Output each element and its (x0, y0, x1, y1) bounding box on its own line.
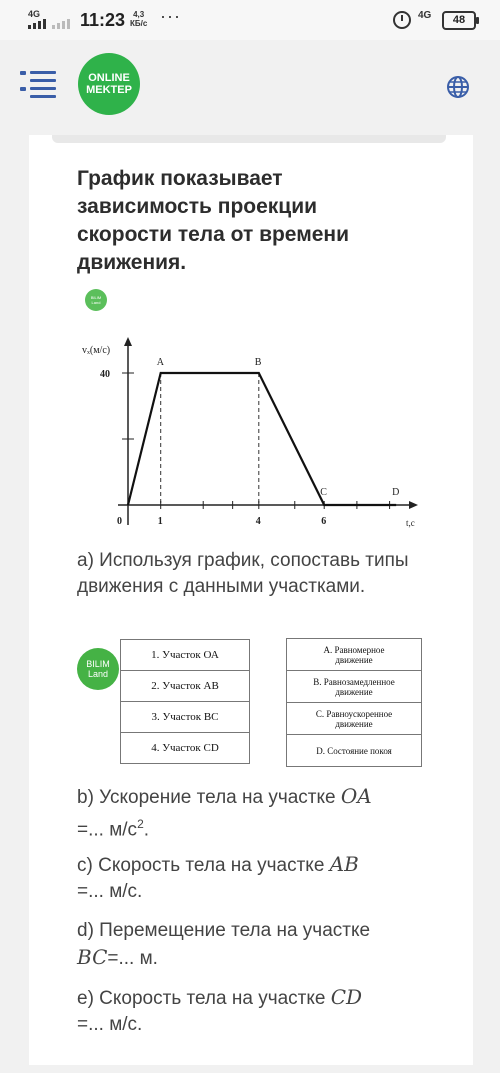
segment-cd[interactable]: 4. Участок CD (121, 733, 250, 764)
task-b-variable: OA (340, 784, 372, 808)
badge-small-line2: Land (91, 300, 101, 305)
x-axis-label: t,с (406, 518, 415, 528)
table-row (287, 639, 422, 671)
task-c-suffix: =... м/с. (77, 881, 143, 902)
task-e-text (77, 984, 427, 1038)
bilimland-badge-large (77, 648, 119, 690)
task-c-variable: AB (329, 852, 359, 876)
signal-type: 4G (28, 9, 41, 19)
y-tick-label-40: 40 (100, 369, 110, 380)
table-row (287, 703, 422, 735)
x-tick-label-4: 4 (255, 516, 261, 527)
task-e-prefix: е) Скорость тела на участке (77, 988, 331, 1009)
task-e-variable: CD (330, 985, 363, 1009)
task-c-prefix: с) Скорость тела на участке (77, 855, 330, 876)
motion-type-a-line1: А. Равномерное (323, 644, 385, 655)
point-label-a: A (156, 357, 164, 368)
table-row (121, 671, 250, 702)
motion-type-a[interactable] (287, 639, 422, 671)
task-e-suffix: =... м/с. (77, 1014, 143, 1035)
point-label-d: D (392, 487, 400, 498)
motion-type-c[interactable] (287, 703, 422, 735)
globe-icon[interactable] (446, 75, 470, 99)
task-d-text (77, 918, 427, 972)
online-mektep-logo[interactable] (78, 53, 140, 115)
motion-type-b-line1: В. Равнозамедленное (313, 676, 395, 687)
badge-large-line1: BILIM (86, 659, 110, 669)
velocity-line (128, 373, 396, 505)
task-d-suffix: =... м. (107, 948, 158, 969)
point-label-b: B (254, 357, 262, 368)
task-b-end: . (143, 819, 150, 841)
app-header (0, 40, 500, 135)
motion-types-table (286, 638, 422, 767)
card-divider (52, 135, 446, 143)
table-row (121, 702, 250, 733)
status-bar (0, 0, 500, 40)
badge-small-line1: BILIM (90, 295, 102, 300)
task-b-suffix: =... м/с (77, 819, 138, 841)
x-tick-label-0: 0 (117, 516, 122, 527)
segment-oa[interactable]: 1. Участок ОА (121, 640, 250, 671)
menu-icon[interactable] (20, 68, 56, 102)
speed-value: 4,3 (133, 10, 145, 19)
point-label-c: C (320, 487, 327, 498)
motion-type-c-line1: С. Равноускоренное (315, 708, 393, 719)
table-row (121, 733, 250, 764)
chart-layer (100, 357, 399, 527)
segment-ab[interactable]: 2. Участок АВ (121, 671, 250, 702)
network-type: 4G (418, 10, 432, 21)
clock: 11:23 (80, 10, 126, 30)
motion-type-b[interactable] (287, 671, 422, 703)
table-row (287, 735, 422, 767)
y-axis-label: vₓ(м/с) (82, 345, 111, 356)
segments-table (120, 639, 250, 764)
task-b-prefix: b) Ускорение тела на участке (77, 787, 341, 808)
task-b-exponent: 2 (137, 817, 144, 831)
more-notifications-icon: ··· (160, 6, 181, 26)
badge-large-line2: Land (87, 669, 109, 679)
x-tick-label-1: 1 (157, 516, 163, 527)
question-title: График показывает зависимость проекции скорости тела от времени движения. (77, 167, 350, 274)
motion-type-a-line2: движение (335, 654, 373, 665)
battery-icon: 48 (442, 11, 476, 30)
network-speed (130, 10, 147, 28)
signal-icon (28, 19, 46, 29)
signal-icon-2 (52, 19, 70, 29)
task-b-text (77, 783, 427, 843)
alarm-icon (393, 11, 411, 29)
logo-line1: ONLINE (88, 72, 130, 84)
speed-unit: КБ/с (130, 19, 148, 28)
table-row (287, 671, 422, 703)
logo-line2: MEKTEP (86, 84, 132, 96)
segment-bc[interactable]: 3. Участок ВС (121, 702, 250, 733)
bilimland-badge-small (85, 289, 107, 311)
motion-type-d[interactable] (287, 735, 422, 767)
x-tick-label-6: 6 (321, 516, 327, 527)
task-d-variable: BC (77, 945, 108, 969)
task-c-text (77, 851, 427, 905)
task-d-prefix: d) Перемещение тела на участке (77, 920, 371, 941)
motion-type-c-line2: движение (335, 718, 373, 729)
motion-type-d-line1: D. Состояние покоя (316, 745, 392, 756)
task-a-text: а) Используя график, сопоставь типы движения с данными участками. (77, 550, 409, 597)
velocity-time-graph (80, 335, 425, 535)
motion-type-b-line2: движение (335, 686, 373, 697)
table-row (121, 640, 250, 671)
